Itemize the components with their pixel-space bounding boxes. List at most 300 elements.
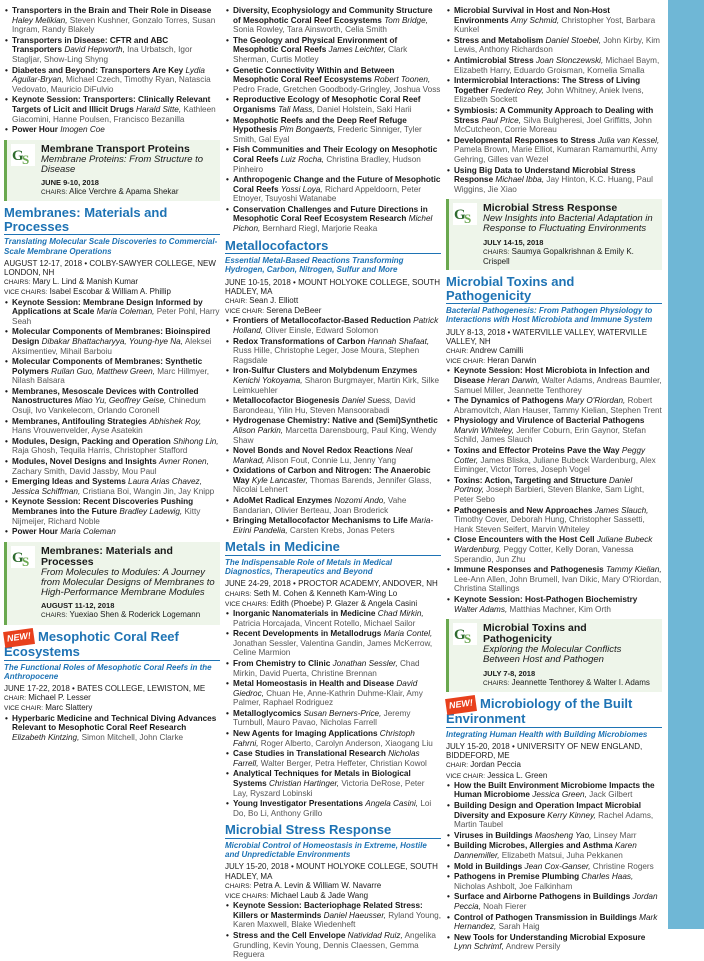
grc-logo-icon <box>453 203 477 225</box>
session-title: Young Investigator Presentations <box>233 799 363 809</box>
svg-text:G: G <box>454 207 466 224</box>
session-speakers: Christine Rogers <box>592 861 654 871</box>
session-chair: Lydia Aguilar-Bryan, <box>12 65 205 85</box>
seminar-callout <box>4 140 220 202</box>
session-speakers: Sonia Rowley, Tara Ainsworth, Celia Smith <box>233 25 387 35</box>
session-list <box>225 901 441 960</box>
session-speakers: Peggy Cotter, Kelly Doran, Vanessa Sperandio, Jun Zhu <box>454 545 634 564</box>
session-speakers: Zachary Smith, David Jassby, Mou Paul <box>12 466 157 476</box>
session-chair: Kerry Kinney, <box>547 810 596 820</box>
conference-section <box>446 275 662 614</box>
session-speakers: John Whitney, Aniek Ivens, Elizabeth Sockett <box>454 85 644 105</box>
chairs-names: Sean J. Elliott <box>249 295 299 305</box>
session-speakers: Nicholas Ashbolt, Joe Falkinham <box>454 881 573 891</box>
session-title: Analytical Techniques for Metals in Biological Systems <box>233 769 411 789</box>
session-title: Transporters in the Brain and Their Role in Disease <box>12 6 212 15</box>
section-chairs <box>446 760 662 770</box>
vice-chairs-label: VICE CHAIR: <box>446 772 486 780</box>
session-item <box>446 76 662 105</box>
grc-logo-icon <box>11 144 35 166</box>
session-chair: Heran Darwin, <box>487 375 540 385</box>
session-item <box>225 337 441 366</box>
session-speakers: Andrew Persily <box>505 942 561 952</box>
session-title: Intermicrobial Interactions: The Stress of Living Together <box>454 76 641 95</box>
session-chair: Ruilan Guo, Matthew Green, <box>51 366 155 376</box>
session-title: Hydrogenase Chemistry: Native and (Semi)Synthetic <box>233 416 438 426</box>
session-speakers: Matthias Machner, Kim Orth <box>509 604 611 614</box>
section-subtitle: Microbial Control of Homeostasis in Extreme, Hostile and Unpredictable Environments <box>225 840 427 860</box>
vice-chairs-names: Michael Laub & Jade Wang <box>270 890 369 900</box>
session-item <box>446 801 662 830</box>
section-vice-chairs <box>4 703 220 713</box>
session-speakers: Daniel Holstein, Saki Harii <box>316 104 412 114</box>
section-title-text: Membranes: Materials and Processes <box>4 205 168 234</box>
session-speakers: Michael Baym, Elizabeth Harry, Eduardo Groisman, Kornelia Smalla <box>454 55 660 75</box>
session-speakers: Marcetta Darensbourg, Paul King, Wendy Shaw <box>233 425 437 445</box>
session-item <box>4 95 220 124</box>
section-title-text: Metals in Medicine <box>225 539 340 555</box>
session-chair: Paul Price, <box>481 115 521 125</box>
session-title: Metallocofactor Biogenesis <box>233 396 340 406</box>
session-list <box>4 6 220 135</box>
session-title: Microbial Survival in Host and Non-Host Environments <box>454 6 611 25</box>
new-badge: NEW! <box>445 695 477 715</box>
session-title: Diversity, Ecophysiology and Community Structure of Mesophotic Coral Reef Ecosystems <box>233 6 433 25</box>
section-subtitle: Essential Metal-Based Reactions Transforming Hydrogen, Carbon, Nitrogen, Sulfur and More <box>225 256 404 275</box>
section-chairs <box>4 693 220 703</box>
session-item <box>446 506 662 535</box>
session-title: Pathogenesis and New Approaches <box>454 505 593 515</box>
callout-chairs <box>483 678 658 688</box>
session-item <box>225 205 441 234</box>
session-speakers: Hans Vrouwenvelder, Ayse Asatekin <box>12 426 143 436</box>
session-chair: Miao Yu, Geoffrey Geise, <box>74 396 167 406</box>
session-title: Modules, Novel Designs and Insights <box>12 457 157 467</box>
session-speakers: James Bliska, Juliane Bubeck Wardenburg, Alex Eiminger, Victor Torres, Joseph Vogel <box>454 455 656 475</box>
session-speakers: Pedro Frade, Gretchen Goodbody-Gringley, Joshua Voss <box>233 84 441 94</box>
section-vice-chairs <box>446 356 662 366</box>
session-speakers: Cristiana Boi, Wangin Jin, Jay Knipp <box>82 486 215 496</box>
vice-chairs-names: Heran Darwin <box>487 356 537 366</box>
session-item <box>225 901 441 930</box>
side-color-band <box>668 0 704 929</box>
session-speakers: Elizabeth Matsui, Juha Pekkanen <box>501 850 623 860</box>
session-title: The Geology and Physical Environment of Mesophotic Coral Reefs <box>233 35 398 55</box>
section-date-location: JUNE 24-29, 2018 • PROCTOR ACADEMY, ANDOVER, NH <box>225 579 438 589</box>
section-chairs <box>4 277 220 287</box>
session-list <box>446 6 662 194</box>
section-rule <box>4 234 220 235</box>
callout-date: JUNE 9-10, 2018 <box>41 178 99 188</box>
session-speakers: Robert Abramovitch, Alan Hauser, Tammy Kielian, Stephen Trent <box>454 396 662 415</box>
vice-chairs-label: VICE CHAIRS: <box>225 600 269 608</box>
session-chair: Julia van Kessel, <box>597 135 660 145</box>
session-title: From Chemistry to Clinic <box>233 658 331 668</box>
session-speakers: Richard Appeldoorn, Peter Etnoyer, Tsuyoshi Watanabe <box>233 184 421 204</box>
session-list <box>225 6 441 234</box>
new-badge: NEW! <box>3 628 35 648</box>
session-title: Keynote Session: Membrane Design Informed by Applications at Scale <box>12 297 203 317</box>
session-list <box>4 714 220 743</box>
session-chair: Patrick Holland, <box>233 316 439 335</box>
conference-section <box>225 540 441 818</box>
session-chair: Tom Bridge, <box>384 15 428 25</box>
session-speakers: Sarah Haig <box>498 922 540 932</box>
session-speakers: Jay Hinton, K.C. Huang, Paul Wiggins, Jie Xiao <box>454 175 653 194</box>
session-item <box>225 679 441 708</box>
session-speakers: Michael Czech, Timothy Ryan, Natascia Vedovato, Mauricio DiFulvio <box>12 75 211 94</box>
session-speakers: Chuan He, Anne-Kathrin Duhme-Klair, Amy Palmer, Raphael Rodriguez <box>233 688 423 708</box>
session-title: Keynote Session: Host Microbiota in Infection and Disease <box>454 366 650 385</box>
session-speakers: David Barondeau, Yilin Hu, Steven Mansoorabadi <box>233 396 416 415</box>
session-title: Immune Responses and Pathogenesis <box>454 565 604 575</box>
session-chair: David Hepworth, <box>64 45 125 55</box>
chairs-label: CHAIRS: <box>225 590 252 598</box>
session-chair: Nicholas Farrell, <box>233 749 420 768</box>
session-item <box>225 416 441 445</box>
callout-body <box>483 203 658 266</box>
session-item <box>446 831 662 841</box>
vice-chairs-names: Marc Slattery <box>45 703 93 713</box>
session-chair: Michael Ibba, <box>495 175 545 185</box>
session-chair: Susan Berners-Price, <box>303 708 382 718</box>
session-speakers: Jonathan Sessler, Valentina Gandin, James McKerrow, Celine Marmion <box>233 638 433 658</box>
vice-chairs-names: Isabel Escobar & William A. Phillip <box>49 287 171 297</box>
session-title: Genetic Connectivity Within and Between Mesophotic Coral Reef Ecosystems <box>233 65 395 85</box>
session-chair: Daniel Haeusser, <box>323 910 386 920</box>
session-item <box>4 36 220 65</box>
session-speakers: Clark Sherman, Curtis Motley <box>233 45 408 64</box>
session-list <box>225 609 441 818</box>
session-item <box>4 417 220 436</box>
session-item <box>446 36 662 55</box>
session-title: New Tools for Understanding Microbial Exposure <box>454 932 646 942</box>
section-subtitle: Integrating Human Health with Building Microbiomes <box>446 729 648 739</box>
session-title: Fish Communities and Their Ecology on Mesophotic Coral Reefs <box>233 145 438 164</box>
session-chair: Peggy Cotter, <box>454 446 646 465</box>
section-vice-chairs <box>225 891 441 901</box>
session-title: Reproductive Ecology of Mesophotic Coral Reef Organisms <box>233 95 421 114</box>
session-item <box>225 116 441 145</box>
session-title: Control of Pathogen Transmission in Buildings <box>454 912 637 922</box>
section-title <box>4 630 220 659</box>
session-item <box>225 145 441 174</box>
session-item <box>4 298 220 327</box>
chairs-names: Michael P. Lesser <box>28 693 91 703</box>
section-date-location: AUGUST 12-17, 2018 • COLBY-SAWYER COLLEGE, NEW LONDON, NH <box>4 258 216 277</box>
session-chair: Angela Casini, <box>365 799 419 809</box>
session-chair: Neal Mankad, <box>233 446 413 465</box>
section-title-text: Microbial Stress Response <box>225 822 392 838</box>
session-chair: Christian Hartinger, <box>268 779 340 789</box>
session-speakers: Oliver Einsle, Edward Solomon <box>265 325 379 335</box>
section-title <box>225 239 441 253</box>
session-speakers: Linsey Marr <box>593 830 637 840</box>
session-item <box>446 416 662 445</box>
session-speakers: Ina Urbatsch, Igor Stagljar, Show-Ling Shyng <box>12 45 193 64</box>
session-chair: Chad Mirkin, <box>377 608 424 618</box>
section-date-location: JULY 15-20, 2018 • MOUNT HOLYOKE COLLEGE, SOUTH HADLEY, MA <box>225 862 438 881</box>
session-speakers: Jenifer Coburn, Erin Gaynor, Stefan Schild, James Slauch <box>454 425 646 445</box>
vice-chairs-label: VICE CHAIR: <box>4 705 44 713</box>
session-item <box>225 749 441 768</box>
session-item <box>225 799 441 818</box>
session-item <box>225 659 441 678</box>
session-speakers: Alison Fout, Connie Lu, Jenny Yang <box>266 455 397 465</box>
callout-body <box>483 623 658 688</box>
section-title-text: Microbiology of the Built Environment <box>446 695 633 727</box>
vice-chairs-names: Serena DeBeer <box>266 306 322 316</box>
session-title: Toxins and Effector Proteins Pave the Way <box>454 446 620 456</box>
session-speakers: Carsten Krebs, Jonas Peters <box>289 525 395 535</box>
chairs-names: Alice Verchre & Apama Shekar <box>69 187 179 197</box>
session-title: Power Hour <box>12 527 58 537</box>
session-item <box>225 516 441 535</box>
session-item <box>225 729 441 748</box>
conference-section <box>446 697 662 952</box>
session-item <box>446 366 662 395</box>
session-speakers: Raja Ghosh, Tequila Harris, Christopher Stafford <box>12 446 188 456</box>
session-item <box>225 316 441 335</box>
session-title: Iron-Sulfur Clusters and Molybdenum Enzymes <box>233 366 418 376</box>
session-item <box>4 457 220 476</box>
session-speakers: Vahe Bandarian, Olivier Berteau, Joan Broderick <box>233 496 407 515</box>
session-title: Viruses in Buildings <box>454 830 533 840</box>
section-rule <box>225 253 441 254</box>
session-chair: Maria Coleman, <box>96 307 155 317</box>
session-title: Developmental Responses to Stress <box>454 135 596 145</box>
session-item <box>446 933 662 952</box>
session-chair: Natividad Ruiz, <box>347 930 403 940</box>
vice-chairs-label: VICE CHAIRS: <box>225 892 269 900</box>
session-title: Novel Bonds and Novel Redox Reactions <box>233 446 394 456</box>
svg-text:G: G <box>12 147 24 164</box>
session-chair: Elizabeth Kintzing, <box>12 732 80 742</box>
session-title: Oxidations of Carbon and Nitrogen: The Anaerobic Way <box>233 466 431 485</box>
session-title: Power Hour <box>12 125 58 135</box>
session-chair: Joan Slonczewski, <box>535 55 604 65</box>
section-rule <box>446 303 662 304</box>
session-item <box>446 476 662 505</box>
session-chair: Dibakar Bhattacharyya, Young-hye Na, <box>41 336 183 346</box>
callout-date: JULY 7-8, 2018 <box>483 668 536 678</box>
session-title: Emerging Ideas and Systems <box>12 477 126 487</box>
seminar-callout <box>4 542 220 625</box>
session-list <box>4 298 220 537</box>
session-chair: Amy Schmid, <box>510 15 560 25</box>
session-item <box>446 396 662 415</box>
session-title: Using Big Data to Understand Microbial Stress Response <box>454 165 636 185</box>
session-speakers: Marc Hillmyer, Nilash Balsara <box>12 366 210 386</box>
session-item <box>446 136 662 165</box>
session-chair: Maria-Eirini Pandelia, <box>233 516 434 535</box>
session-speakers: Jack Gilbert <box>589 790 633 800</box>
callout-subtitle: Membrane Proteins: From Structure to Disease <box>41 153 204 175</box>
session-title: Recent Developments in Metallodrugs <box>233 629 382 639</box>
session-speakers: Victoria DeRose, Peter Lay, Ryszard Lobinski <box>233 779 425 798</box>
svg-text:S: S <box>464 211 472 226</box>
section-subtitle: Translating Molecular Scale Discoveries to Commercial-Scale Membrane Operations <box>4 237 218 256</box>
column-1 <box>4 6 220 743</box>
conference-section <box>4 206 220 536</box>
session-title: Antimicrobial Stress <box>454 55 534 65</box>
section-title <box>4 206 220 233</box>
session-list <box>446 781 662 952</box>
section-chairs <box>446 346 662 356</box>
session-speakers: Kathleen Giacomini, Hanne Poulsen, Francisco Bezanilla <box>12 104 216 124</box>
vice-chairs-label: VICE CHAIR: <box>446 358 486 366</box>
session-item <box>4 357 220 386</box>
session-item <box>4 125 220 135</box>
session-speakers: John Kirby, Kim Lewis, Anthony Richardson <box>454 35 661 55</box>
session-item <box>225 36 441 65</box>
chairs-names: Jordan Peccia <box>470 760 521 770</box>
session-speakers: Simon Mitchell, John Clarke <box>81 732 184 742</box>
session-title: Bringing Metallocofactor Mechanisms to Life <box>233 516 408 526</box>
session-speakers: Ryland Young, Karen Maxwell, Blake Wiedenheft <box>233 910 442 930</box>
session-chair: Harald Sitte, <box>136 104 182 114</box>
chairs-names: Petra A. Levin & William W. Navarre <box>253 880 382 890</box>
section-vice-chairs <box>4 287 220 297</box>
chairs-label: CHAIRS: <box>483 248 510 256</box>
session-chair: Tali Mass, <box>278 104 315 114</box>
chairs-names: Jeannette Tenthorey & Walter I. Adams <box>511 677 650 687</box>
column-2 <box>225 6 441 961</box>
session-title: Building Design and Operation Impact Microbial Diversity and Exposure <box>454 800 641 820</box>
session-chair: Robert Toonen, <box>374 75 431 85</box>
session-item <box>4 477 220 496</box>
section-chairs <box>225 881 441 891</box>
session-chair: Daniel Suess, <box>341 396 393 406</box>
session-item <box>225 466 441 495</box>
session-speakers: Angelika Grundling, Kevin Young, Dennis Claessen, Gemma Reguera <box>233 930 436 960</box>
chairs-names: Seth M. Cohen & Kenneth Kam-Wing Lo <box>253 588 398 598</box>
vice-chairs-label: VICE CHAIRS: <box>4 289 48 297</box>
section-rule <box>225 838 441 839</box>
conference-section <box>4 630 220 743</box>
session-item <box>4 6 220 35</box>
session-chair: Alison Parkin, <box>233 425 284 435</box>
session-title: Diabetes and Beyond: Transporters Are Key <box>12 65 184 75</box>
section-subtitle: The Indispensable Role of Metals in Medical Diagnostics, Therapeutics and Beyond <box>225 557 393 577</box>
callout-date: AUGUST 11-12, 2018 <box>41 601 115 611</box>
conference-section <box>225 823 441 959</box>
session-item <box>225 629 441 658</box>
session-item <box>446 535 662 564</box>
callout-title: Microbial Stress Response <box>483 202 618 215</box>
session-chair: Daniel Stoebel, <box>545 35 601 45</box>
session-item <box>446 781 662 800</box>
session-chair: Maria Contel, <box>383 629 433 639</box>
session-title: Pathogens in Premise Plumbing <box>454 872 580 882</box>
chairs-names: Mary L. Lind & Manish Kumar <box>32 277 138 287</box>
session-speakers: Bernhard Riegl, Marjorie Reaka <box>262 224 378 234</box>
session-title: How the Built Environment Microbiome Impacts the Human Microbiome <box>454 780 655 800</box>
session-speakers: Noah Fierer <box>483 901 527 911</box>
chairs-label: CHAIRS: <box>483 679 510 687</box>
section-vice-chairs <box>225 599 441 609</box>
section-title-text: Mesophotic Coral Reef Ecosystems <box>4 628 179 660</box>
section-rule <box>225 555 441 556</box>
callout-body <box>41 546 216 621</box>
session-title: Membranes, Mesoscale Devices with Controlled Nanostructures <box>12 386 199 406</box>
session-title: Keynote Session: Transporters: Clinically Relevant Targets of Licit and Illicit Drugs <box>12 95 211 114</box>
session-item <box>446 565 662 594</box>
session-item <box>4 714 220 743</box>
session-title: Anthropogenic Change and the Future of Mesophotic Coral Reefs <box>233 175 441 194</box>
section-chairs <box>225 589 441 599</box>
session-speakers: Rachel Adams, Martin Taubel <box>454 810 654 830</box>
session-title: Keynote Session: Recent Discoveries Pushing Membranes into the Future <box>12 497 194 517</box>
session-speakers: Chad Mirkin, David Puerta, Christine Brennan <box>233 658 420 678</box>
session-speakers: Sharon Burgmayer, Martin Kirk, Silke Leimkuehler <box>233 375 440 395</box>
session-item <box>4 387 220 416</box>
session-chair: Kenichi Yokoyama, <box>233 375 303 385</box>
session-item <box>225 769 441 798</box>
section-rule <box>446 727 662 728</box>
session-item <box>4 327 220 356</box>
section-date-location: JUNE 10-15, 2018 • MOUNT HOLYOKE COLLEGE, SOUTH HADLEY, MA <box>225 277 441 296</box>
session-title: Case Studies in Translational Research <box>233 749 386 759</box>
section-title-text: Microbial Toxins and Pathogenicity <box>446 274 575 303</box>
callout-title: Microbial Toxins and Pathogenicity <box>483 622 587 646</box>
session-speakers: Joseph Barbieri, Steven Blanke, Sam Light, Peter Sebo <box>454 485 645 505</box>
session-title: Metal Homeostasis in Health and Disease <box>233 679 395 689</box>
section-rule <box>4 660 220 661</box>
session-chair: Shihong Lin, <box>173 436 219 446</box>
vice-chairs-label: VICE CHAIR: <box>225 308 265 316</box>
section-date-location: JULY 8-13, 2018 • WATERVILLE VALLEY, WATERVILLE VALLEY, NH <box>446 327 648 346</box>
session-chair: Charles Haas, <box>581 872 634 882</box>
chairs-label: CHAIRS: <box>4 279 31 287</box>
callout-subtitle: New Insights into Bacterial Adaptation in Response to Fluctuating Environments <box>483 213 653 235</box>
vice-chairs-names: Jessica L. Green <box>487 770 548 780</box>
session-item <box>225 396 441 415</box>
session-item <box>446 841 662 860</box>
chairs-label: CHAIR: <box>4 695 27 703</box>
session-list <box>446 366 662 614</box>
section-subtitle: The Functional Roles of Mesophotic Coral Reefs in the Anthropocene <box>4 662 212 681</box>
chairs-label: CHAIR: <box>225 297 248 305</box>
session-chair: Imogen Coe <box>60 125 105 135</box>
session-speakers: Silva Bulgheresi, Joel Griffitts, John McCutcheon, Corrie Moreau <box>454 115 652 135</box>
session-chair: Maria Coleman <box>60 527 116 537</box>
session-chair: Christoph Fahrni, <box>233 729 415 748</box>
svg-text:S: S <box>22 553 30 568</box>
session-item <box>225 496 441 515</box>
session-title: Toxins: Action, Targeting and Structure <box>454 475 607 485</box>
session-chair: Frederico Rey, <box>490 85 544 95</box>
session-title: Modules, Design, Packing and Operation <box>12 436 171 446</box>
svg-text:S: S <box>22 151 30 166</box>
session-chair: Walter Adams, <box>454 604 508 614</box>
callout-body <box>41 144 216 198</box>
session-item <box>4 437 220 456</box>
session-speakers: Peter Pohl, Harry Seah <box>12 307 220 326</box>
session-chair: Luiz Rocha, <box>280 154 325 164</box>
section-chairs <box>225 296 441 306</box>
grc-logo-icon <box>11 546 35 568</box>
session-chair: Haley Melikian, <box>12 15 68 25</box>
session-title: New Agents for Imaging Applications <box>233 729 378 739</box>
callout-chairs <box>483 247 658 266</box>
session-item <box>446 595 662 614</box>
session-chair: Abhishek Roy, <box>149 416 202 426</box>
column-3 <box>446 6 662 953</box>
session-speakers: Walter Adams, Andreas Baumler, Samuel Miller, Jeannette Tenthorey <box>454 375 662 395</box>
section-title <box>225 823 441 837</box>
session-chair: Karen Dannemiller, <box>454 841 637 860</box>
